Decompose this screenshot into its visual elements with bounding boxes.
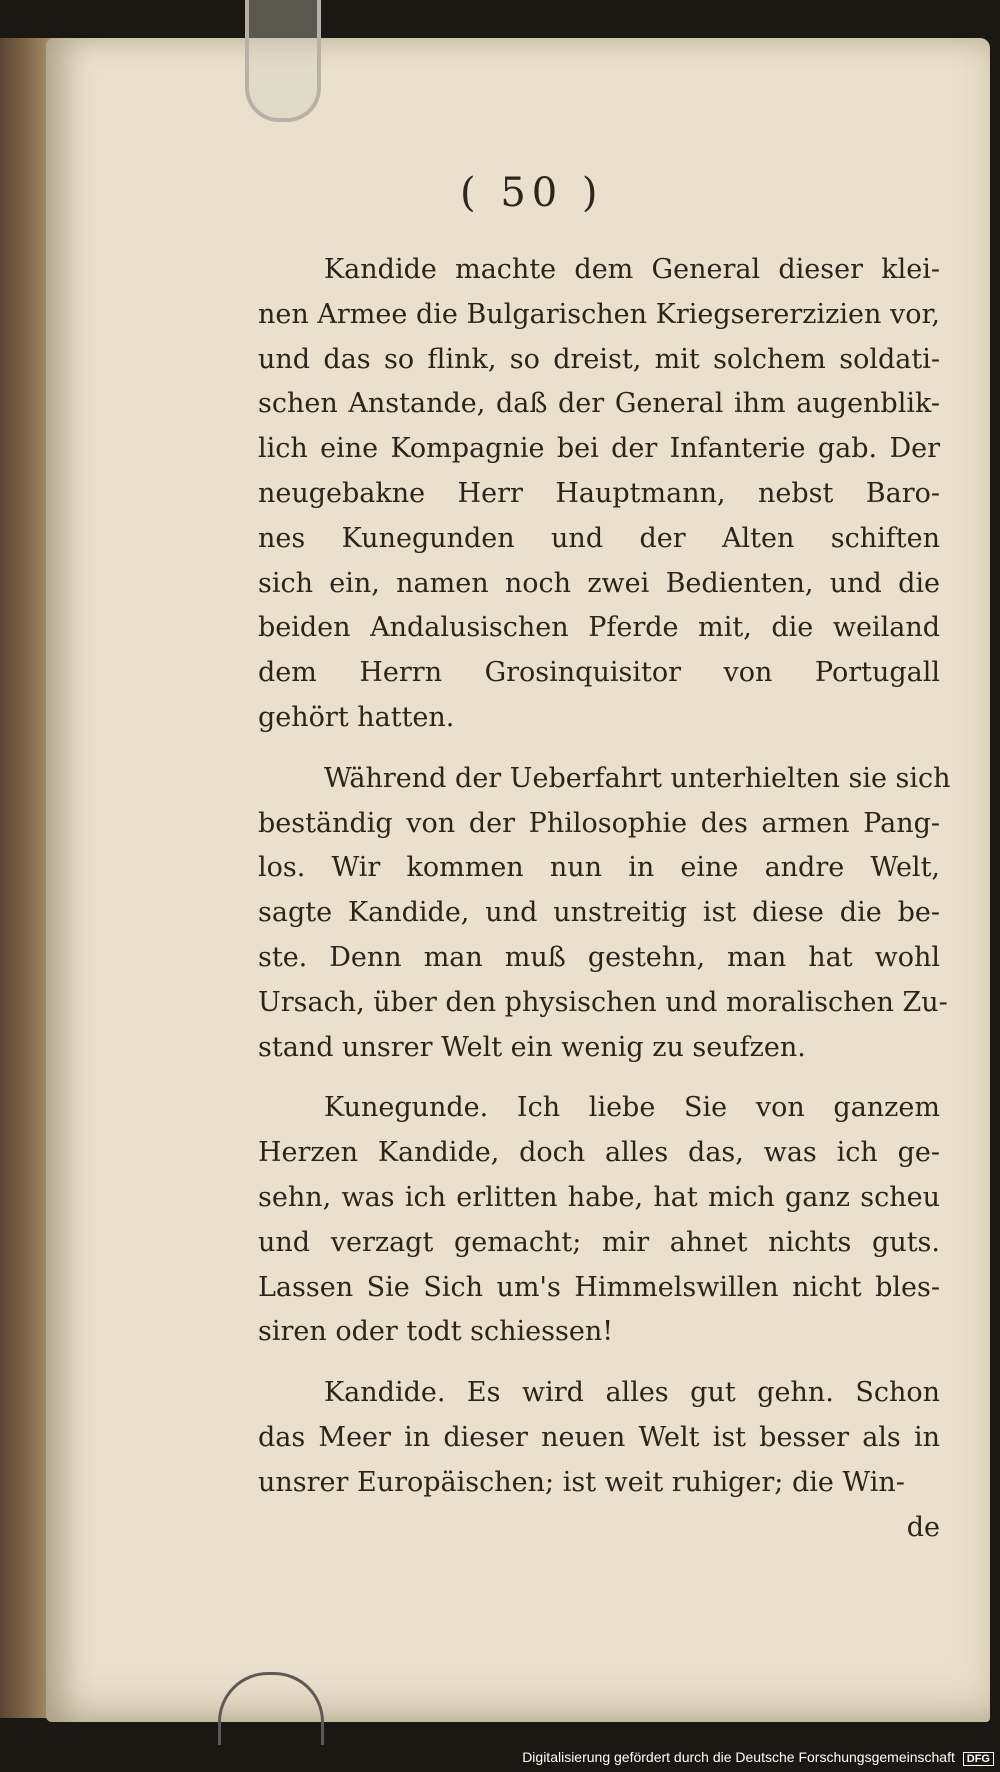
text-line: Kandide. Es wird alles gut gehn. Schon: [324, 1377, 940, 1409]
text-line: schen Anstande, daß der General ihm augenblik-: [258, 388, 940, 420]
text-line: unsrer Europäischen; ist weit ruhiger; die Win-: [258, 1466, 905, 1498]
text-line: das Meer in dieser neuen Welt ist besser als in: [258, 1421, 940, 1453]
page-clip-top: [245, 0, 321, 122]
text-line: Kandide machte dem General dieser klei-: [324, 254, 940, 285]
text-line: Während der Ueberfahrt unterhielten sie sich: [324, 762, 951, 794]
text-line: nen Armee die Bulgarischen Kriegsererzizien vor,: [258, 298, 940, 330]
page-number: ( 50 ): [460, 170, 604, 216]
paragraph: [258, 1086, 940, 1355]
text-line: los. Wir kommen nun in eine andre Welt,: [258, 852, 940, 884]
text-line: und verzagt gemacht; mir ahnet nichts guts.: [258, 1226, 940, 1258]
text-line: sagte Kandide, und unstreitig ist diese die be-: [258, 897, 940, 929]
catchword: de: [906, 1511, 940, 1543]
text-line: gehört hatten.: [258, 701, 455, 733]
text-line: Herzen Kandide, doch alles das, was ich ge-: [258, 1137, 940, 1169]
text-line: nes Kunegunden und der Alten schiften: [258, 522, 940, 554]
text-line: sich ein, namen noch zwei Bedienten, und die: [258, 567, 940, 599]
text-line: stand unsrer Welt ein wenig zu seufzen.: [258, 1031, 806, 1063]
text-line: beiden Andalusischen Pferde mit, die weiland: [258, 612, 940, 644]
text-line: lich eine Kompagnie bei der Infanterie gab. Der: [258, 433, 940, 465]
text-line: sehn, was ich erlitten habe, hat mich ganz scheu: [258, 1181, 940, 1213]
text-line: siren oder todt schiessen!: [258, 1316, 614, 1348]
paragraph: [258, 248, 940, 741]
paragraph: [258, 757, 951, 1071]
text-line: ste. Denn man muß gestehn, man hat wohl: [258, 941, 940, 973]
text-line: neugebakne Herr Hauptmann, nebst Baro-: [258, 477, 940, 509]
text-line: beständig von der Philosophie des armen Pang-: [258, 807, 940, 839]
digitization-footer: [522, 1749, 994, 1766]
text-line: Kunegunde. Ich liebe Sie von ganzem: [324, 1092, 940, 1124]
paragraph-gap: [258, 1070, 940, 1086]
footer-text: Digitalisierung gefördert durch die Deutsche Forschungsgemeinschaft: [522, 1749, 955, 1765]
paragraph: [258, 1371, 940, 1505]
dfg-logo: DFG: [963, 1752, 994, 1766]
paragraph-gap: [258, 1355, 940, 1371]
text-line: und das so flink, so dreist, mit solchem soldati-: [258, 343, 940, 375]
text-line: Ursach, über den physischen und moralischen Zu-: [258, 986, 948, 1018]
text-line: Lassen Sie Sich um's Himmelswillen nicht bles-: [258, 1271, 940, 1303]
text-line: dem Herrn Grosinquisitor von Portugall: [258, 657, 940, 689]
page-text-body: [258, 248, 951, 1550]
paragraph-gap: [258, 741, 940, 757]
